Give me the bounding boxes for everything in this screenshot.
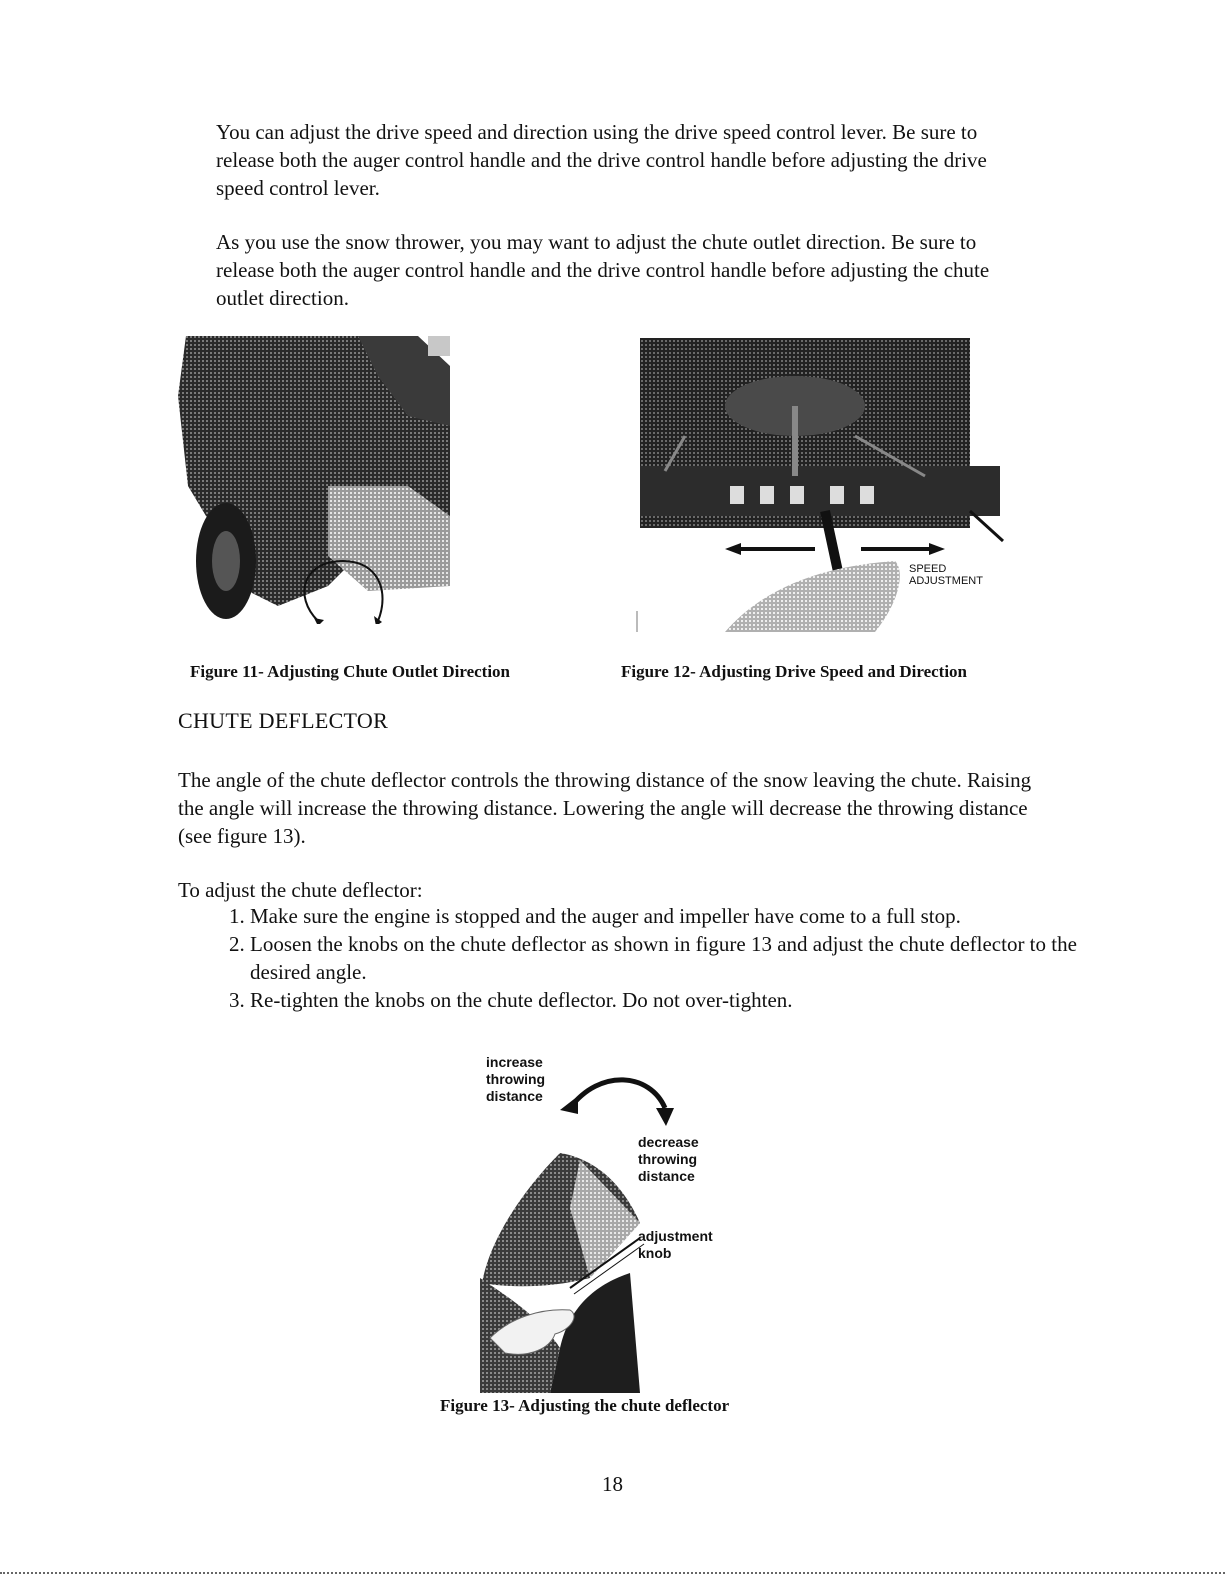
step-item: 1. Make sure the engine is stopped and the auger and impeller have come to a full stop. [250,902,1110,930]
speed-label-line1: SPEED [909,563,947,575]
intro-paragraph-speed: You can adjust the drive speed and direction using the drive speed control lever. Be sure to release both the auger control handle and the drive control handle before adjusting the drive speed control lever. [216,120,987,200]
figure-12-photo [625,336,1005,632]
adjustment-knob-label: adjustment [638,1228,713,1244]
figure-13-illustration [470,1048,770,1393]
steps-list [178,902,1110,1014]
figure-12-caption: Figure 12- Adjusting Drive Speed and Direction [621,662,967,681]
increase-label: increase [486,1054,543,1070]
increase-label: throwing [486,1071,546,1087]
steps-intro: To adjust the chute deflector: [178,878,423,902]
decrease-label: distance [638,1168,695,1184]
step-item: 2. Loosen the knobs on the chute deflector as shown in figure 13 and adjust the chute deflector to the desired angle. [250,930,1110,986]
adjustment-knob-label: knob [638,1245,672,1261]
figure-11-caption: Figure 11- Adjusting Chute Outlet Direction [190,662,511,681]
chute-deflector-paragraph: The angle of the chute deflector controls the throwing distance of the snow leaving the chute. Raising the angle will increase the throwing distance. Lowering the angle will decrease the throwing distance (see figure 13). [178,768,1032,848]
figure-11-photo [178,336,450,624]
increase-label: distance [486,1088,543,1104]
intro-paragraph-chute: As you use the snow thrower, you may want to adjust the chute outlet direction. Be sure to release both the auger control handle and the drive control handle before adjusting the chute outlet direction. [216,230,990,310]
section-heading: CHUTE DEFLECTOR [178,708,389,733]
figure-13-caption: Figure 13- Adjusting the chute deflector [440,1396,730,1415]
page-number: 18 [602,1472,623,1496]
decrease-label: throwing [638,1151,698,1167]
bottom-rule [0,1572,1225,1574]
step-item: 3. Re-tighten the knobs on the chute deflector. Do not over-tighten. [250,986,1110,1014]
decrease-label: decrease [638,1134,699,1150]
speed-label-line2: ADJUSTMENT [909,575,983,587]
